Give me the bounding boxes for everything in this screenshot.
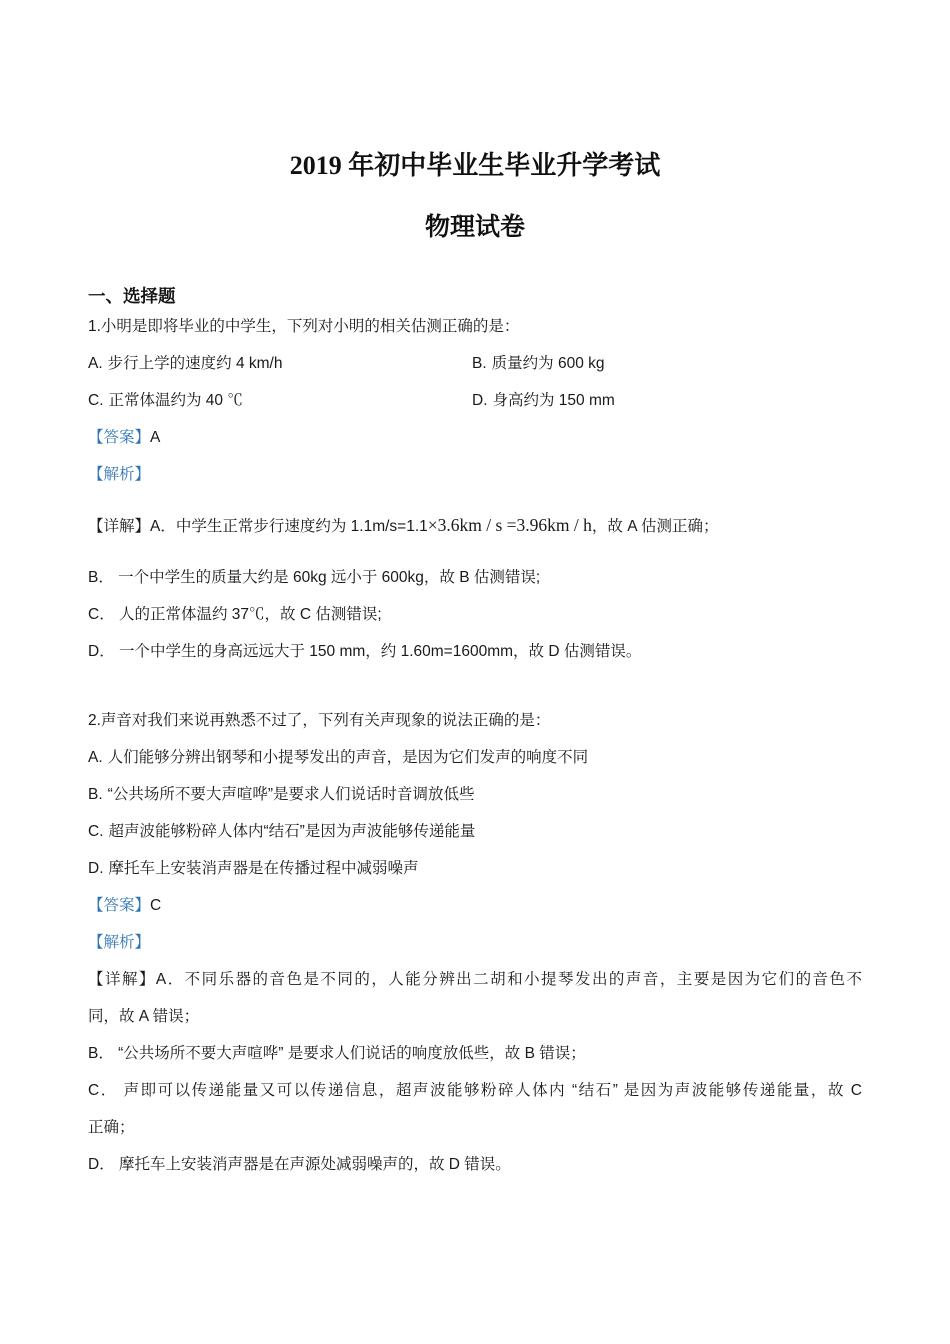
question-2-detail-b: B． “公共场所不要大声喧哗” 是要求人们说话的响度放低些，故 B 错误； bbox=[88, 1045, 586, 1062]
option-a-text: 步行上学的速度约 4 km/h bbox=[107, 355, 283, 372]
question-1-option-c bbox=[88, 382, 472, 419]
option-c-label: C. bbox=[88, 392, 104, 409]
option-c-text: 超声波能够粉碎人体内“结石”是因为声波能够传递能量 bbox=[108, 823, 476, 840]
question-1-detail-b: B． 一个中学生的质量大约是 60kg 远小于 600kg，故 B 估测错误; bbox=[88, 569, 541, 586]
option-d-label: D. bbox=[472, 392, 488, 409]
detail-a-pre: 【详解】A．中学生正常步行速度约为 1.1m/s=1.1 bbox=[88, 518, 428, 535]
option-c-text: 正常体温约为 40 ℃ bbox=[108, 392, 243, 409]
option-b-label: B. bbox=[472, 355, 487, 372]
question-1-detail-d: D． 一个中学生的身高远远大于 150 mm，约 1.60m=1600mm，故 D 估测错误。 bbox=[88, 643, 642, 660]
question-2-detail-d: D． 摩托车上安装消声器是在声源处减弱噪声的，故 D 错误。 bbox=[88, 1156, 511, 1173]
question-2-option-d bbox=[88, 850, 862, 887]
option-b-label: B. bbox=[88, 786, 103, 803]
option-d-label: D. bbox=[88, 860, 104, 877]
question-1-detail-a bbox=[88, 505, 862, 547]
option-d-text: 摩托车上安装消声器是在传播过程中减弱噪声 bbox=[108, 860, 419, 877]
document-body bbox=[88, 308, 862, 1183]
question-1 bbox=[88, 308, 862, 670]
question-2-detail-a-line1: 【详解】A．不同乐器的音色是不同的，人能分辨出二胡和小提琴发出的声音，主要是因为它们的音色不 bbox=[88, 971, 862, 988]
question-1-option-d bbox=[472, 382, 862, 419]
question-1-options bbox=[88, 345, 862, 419]
option-a-text: 人们能够分辨出钢琴和小提琴发出的声音，是因为它们发声的响度不同 bbox=[107, 749, 589, 766]
question-2-stem: 2.声音对我们来说再熟悉不过了，下列有关声现象的说法正确的是： bbox=[88, 712, 551, 729]
question-1-option-b bbox=[472, 345, 862, 382]
question-1-answer-line bbox=[88, 419, 862, 456]
analysis-label: 【解析】 bbox=[88, 466, 151, 483]
option-a-label: A. bbox=[88, 749, 103, 766]
document-subtitle: 物理试卷 bbox=[424, 214, 525, 241]
question-2-analysis-line bbox=[88, 924, 862, 961]
analysis-label: 【解析】 bbox=[88, 934, 151, 951]
option-a-label: A. bbox=[88, 355, 103, 372]
option-b-text: 质量约为 600 kg bbox=[491, 355, 605, 372]
question-2 bbox=[88, 702, 862, 1183]
answer-label: 【答案】 bbox=[88, 897, 151, 914]
question-2-detail-a-line2: 同，故 A 错误； bbox=[88, 1008, 200, 1025]
detail-a-post: ，故 A 估测正确； bbox=[591, 518, 719, 535]
question-1-analysis-line bbox=[88, 456, 862, 493]
question-2-option-b bbox=[88, 776, 862, 813]
question-2-option-c bbox=[88, 813, 862, 850]
option-c-label: C. bbox=[88, 823, 104, 840]
option-d-text: 身高约为 150 mm bbox=[492, 392, 615, 409]
detail-a-formula: ×3.6km / s =3.96km / h bbox=[427, 515, 592, 535]
question-1-option-a bbox=[88, 345, 472, 382]
question-1-stem: 1.小明是即将毕业的中学生，下列对小明的相关估测正确的是： bbox=[88, 318, 520, 335]
answer-label: 【答案】 bbox=[88, 429, 151, 446]
question-2-detail-c-line1: C． 声即可以传递能量又可以传递信息，超声波能够粉碎人体内 “结石” 是因为声波能够传递能量，故 C bbox=[88, 1082, 862, 1099]
question-2-answer-line bbox=[88, 887, 862, 924]
question-2-option-a bbox=[88, 739, 862, 776]
question-2-answer-value: C bbox=[150, 897, 162, 914]
question-1-answer-value: A bbox=[150, 429, 161, 446]
question-2-detail-c-line2: 正确； bbox=[88, 1119, 135, 1136]
document-title: 2019 年初中毕业生毕业升学考试 bbox=[289, 151, 661, 180]
question-1-detail-c: C． 人的正常体温约 37℃，故 C 估测错误; bbox=[88, 606, 382, 623]
option-b-text: “公共场所不要大声喧哗”是要求人们说话时音调放低些 bbox=[107, 786, 475, 803]
section-header: 一、选择题 bbox=[88, 286, 176, 306]
